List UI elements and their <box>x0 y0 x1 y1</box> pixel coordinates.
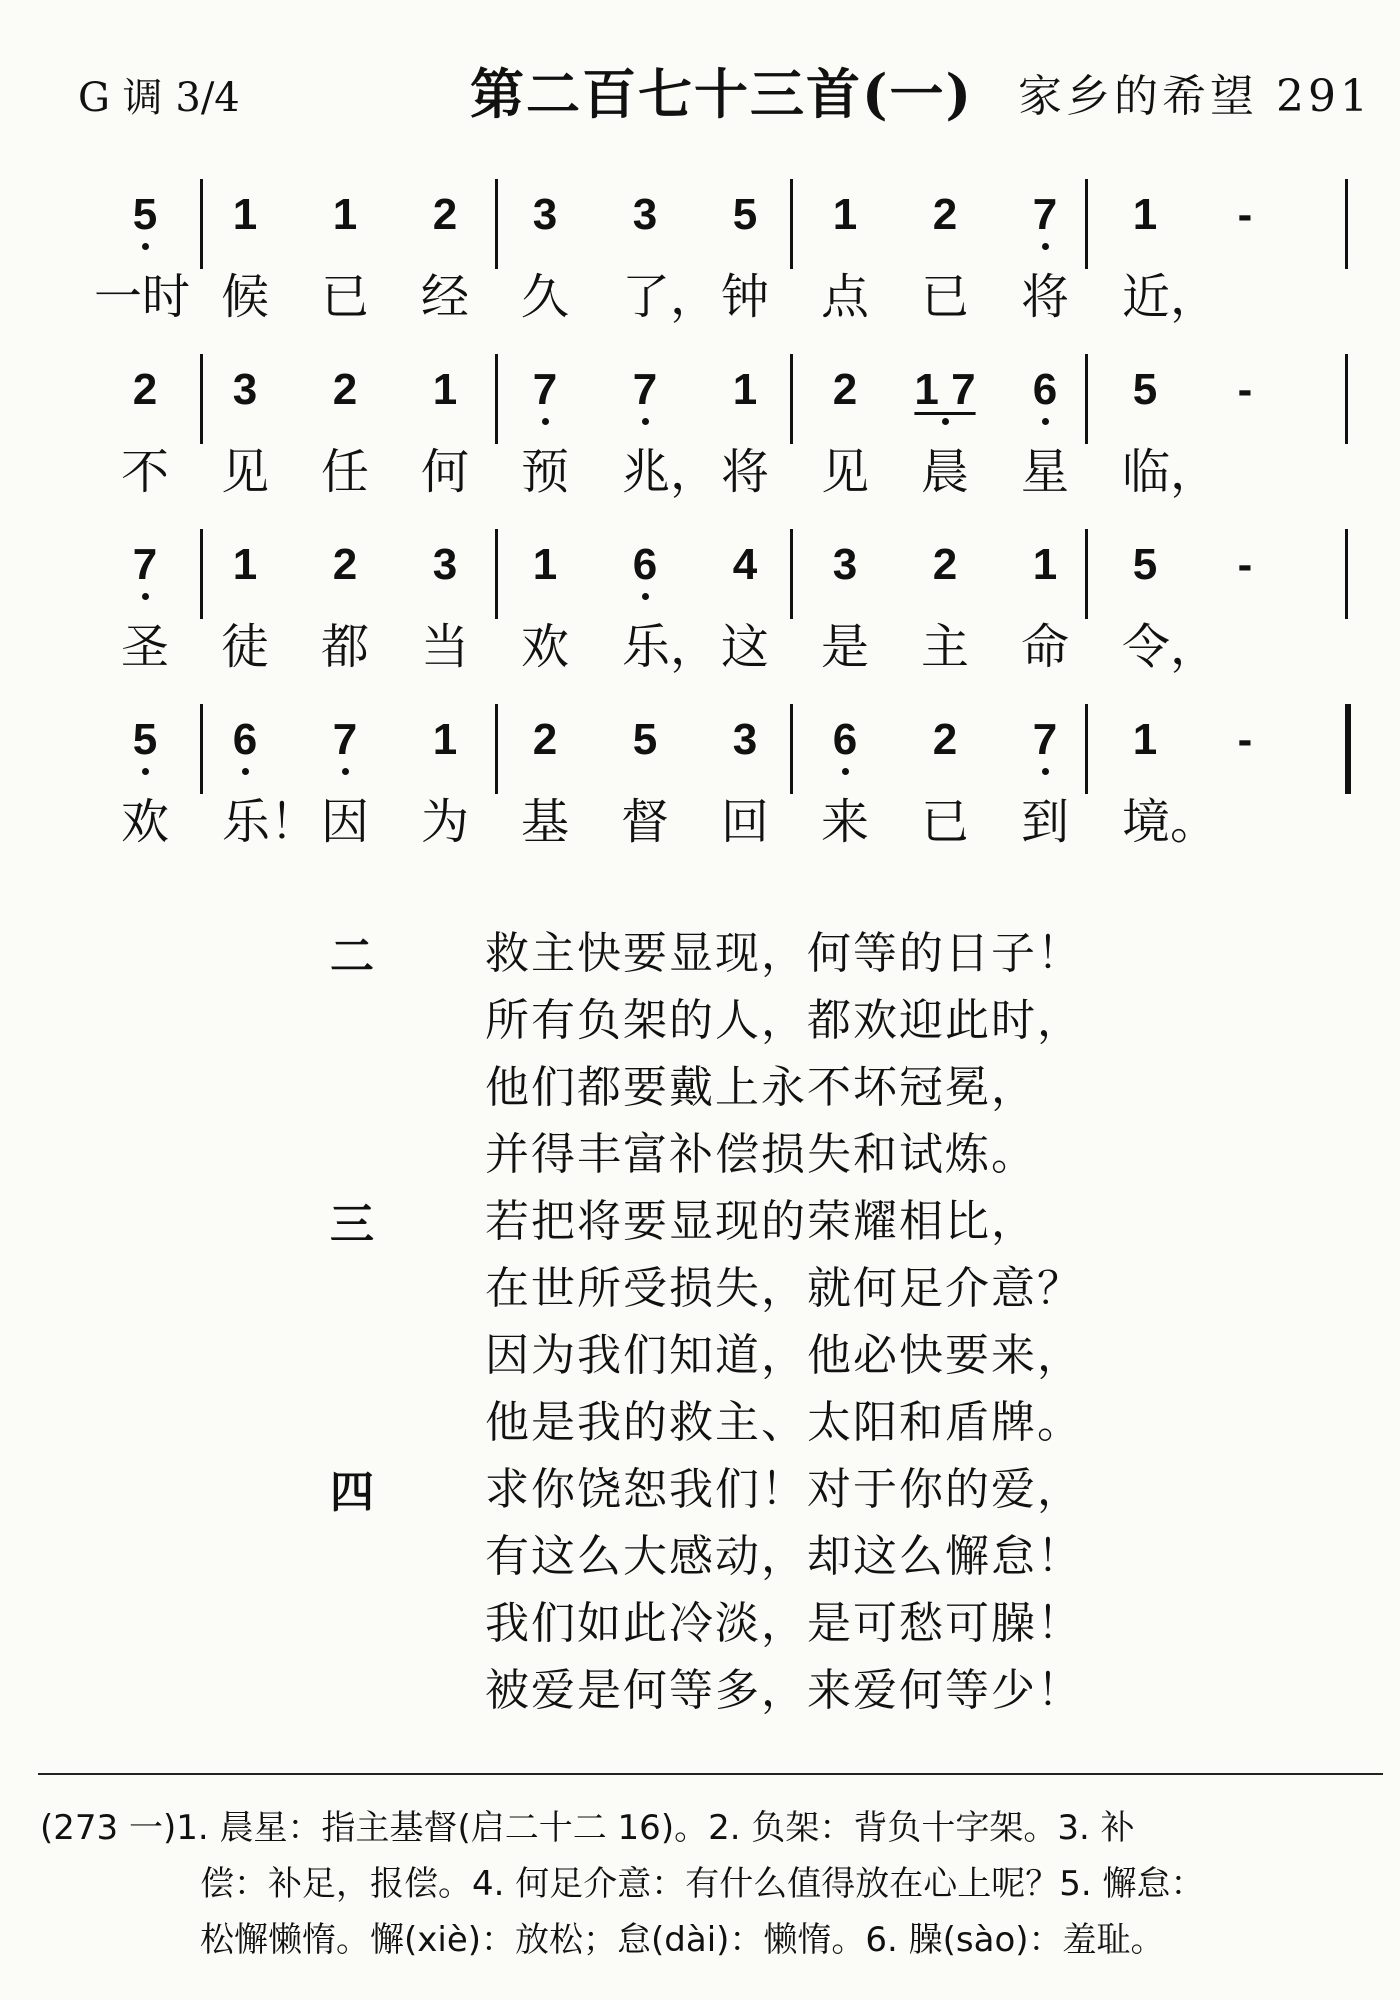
lyric: 经 <box>420 269 469 325</box>
notes-row <box>90 710 1370 780</box>
note: 1 <box>1032 540 1058 589</box>
key-signature: G 调 3/4 <box>78 75 240 121</box>
lyric: 了， <box>622 269 719 325</box>
score-system <box>90 535 1370 710</box>
note: 2 <box>832 365 858 414</box>
lyric: 将 <box>1020 269 1069 325</box>
music-score <box>90 185 1370 885</box>
lyric: 将 <box>720 444 769 500</box>
lyric: 当 <box>420 619 469 675</box>
lyric: 临， <box>1122 444 1219 500</box>
note: 1 7 <box>890 360 1000 425</box>
lyric: 近， <box>1122 269 1219 325</box>
lyric: 督 <box>620 794 669 850</box>
note: 2 <box>332 540 358 589</box>
verse-line: 他们都要戴上永不坏冠冕， <box>485 1062 1037 1113</box>
lyric: 令， <box>1122 619 1219 675</box>
note: 1 <box>232 540 258 589</box>
lyric: 乐！ <box>222 794 319 850</box>
note: 5 <box>100 710 190 775</box>
lyric: 一时 <box>93 269 190 325</box>
note: 1 <box>832 190 858 239</box>
note: - <box>1237 715 1253 764</box>
note: 1 <box>332 190 358 239</box>
note: 6 <box>600 535 690 600</box>
lyric: 回 <box>720 794 769 850</box>
note: - <box>1237 190 1253 239</box>
verse-line: 所有负架的人，都欢迎此时， <box>485 995 1083 1046</box>
lyric: 不 <box>120 444 169 500</box>
hymn-title: 第二百七十三首(一) <box>470 62 974 126</box>
note: 7 <box>1000 710 1090 775</box>
page-header <box>0 48 1400 128</box>
note: 7 <box>1000 185 1090 250</box>
lyric: 境。 <box>1122 794 1219 850</box>
note: 1 <box>432 365 458 414</box>
footnote-line: (273 一)1. 晨星：指主基督(启二十二 16)。2. 负架：背负十字架。3. 补 <box>40 1808 1135 1848</box>
lyric: 欢 <box>520 619 569 675</box>
note: 3 <box>232 365 258 414</box>
verse <box>330 1456 1230 1724</box>
note: 1 <box>232 190 258 239</box>
verse-number: 四 <box>330 1467 374 1518</box>
note: - <box>1237 540 1253 589</box>
note: 3 <box>432 540 458 589</box>
note: 6 <box>1000 360 1090 425</box>
verse-number: 二 <box>330 931 374 982</box>
lyric: 是 <box>820 619 869 675</box>
lyric: 到 <box>1020 794 1069 850</box>
note: 3 <box>632 190 658 239</box>
verse-line: 在世所受损失，就何足介意？ <box>485 1263 1083 1314</box>
lyric: 候 <box>220 269 269 325</box>
note: 1 <box>1132 190 1158 239</box>
lyrics-row <box>90 790 1370 860</box>
note: 7 <box>500 360 590 425</box>
lyric: 见 <box>220 444 269 500</box>
note: 3 <box>832 540 858 589</box>
note: 5 <box>100 185 190 250</box>
verse-line: 他是我的救主、太阳和盾牌。 <box>485 1397 1083 1448</box>
lyric: 任 <box>320 444 369 500</box>
lyric: 何 <box>420 444 469 500</box>
verse <box>330 1188 1230 1456</box>
lyric: 已 <box>920 269 969 325</box>
lyric: 星 <box>1020 444 1069 500</box>
note: 1 <box>432 715 458 764</box>
lyric: 基 <box>520 794 569 850</box>
notes-row <box>90 185 1370 255</box>
note: 5 <box>632 715 658 764</box>
footnote-line: 松懈懒惰。懈(xiè)：放松；怠(dài)：懒惰。6. 臊(sào)：羞耻。 <box>200 1920 1165 1960</box>
note: 5 <box>1132 540 1158 589</box>
score-system <box>90 360 1370 535</box>
verse <box>330 920 1230 1188</box>
lyric: 久 <box>520 269 569 325</box>
hymn-subtitle: 家乡的希望 291 <box>1018 71 1372 122</box>
note: 5 <box>732 190 758 239</box>
note: 1 <box>532 540 558 589</box>
lyric: 命 <box>1020 619 1069 675</box>
lyrics-row <box>90 265 1370 335</box>
lyric: 徒 <box>220 619 269 675</box>
lyrics-row <box>90 615 1370 685</box>
note: 2 <box>932 715 958 764</box>
lyric: 钟 <box>720 269 769 325</box>
note: 2 <box>332 365 358 414</box>
lyric: 来 <box>820 794 869 850</box>
note: 6 <box>800 710 890 775</box>
lyric: 已 <box>320 269 369 325</box>
note: 7 <box>300 710 390 775</box>
note: 5 <box>1132 365 1158 414</box>
note: 1 <box>732 365 758 414</box>
footnote-line: 偿：补足，报偿。4. 何足介意：有什么值得放在心上呢？5. 懈怠： <box>200 1864 1205 1904</box>
verse-line: 因为我们知道，他必快要来， <box>485 1330 1083 1381</box>
verse-line: 有这么大感动，却这么懈怠！ <box>485 1531 1083 1582</box>
score-system <box>90 185 1370 360</box>
lyric: 因 <box>320 794 369 850</box>
verse-line: 我们如此冷淡，是可愁可臊！ <box>485 1598 1083 1649</box>
note: 7 <box>600 360 690 425</box>
lyric: 主 <box>920 619 969 675</box>
note: 2 <box>932 190 958 239</box>
note: 2 <box>932 540 958 589</box>
verse-number: 三 <box>330 1199 374 1250</box>
note: 3 <box>532 190 558 239</box>
lyrics-row <box>90 440 1370 510</box>
footnotes <box>40 1800 1380 1968</box>
note: - <box>1237 365 1253 414</box>
lyric: 点 <box>820 269 869 325</box>
lyric: 兆， <box>622 444 719 500</box>
note: 3 <box>732 715 758 764</box>
note: 2 <box>432 190 458 239</box>
verse-line: 救主快要显现，何等的日子！ <box>485 928 1083 979</box>
note: 7 <box>100 535 190 600</box>
note: 2 <box>132 365 158 414</box>
lyric: 都 <box>320 619 369 675</box>
verses <box>330 920 1230 1724</box>
lyric: 乐， <box>622 619 719 675</box>
lyric: 已 <box>920 794 969 850</box>
lyric: 见 <box>820 444 869 500</box>
notes-row <box>90 535 1370 605</box>
lyric: 欢 <box>120 794 169 850</box>
lyric: 圣 <box>120 619 169 675</box>
note: 1 <box>1132 715 1158 764</box>
lyric: 为 <box>420 794 469 850</box>
note: 6 <box>200 710 290 775</box>
score-system <box>90 710 1370 885</box>
verse-line: 被爱是何等多，来爱何等少！ <box>485 1665 1083 1716</box>
notes-row <box>90 360 1370 430</box>
verse-line: 求你饶恕我们！对于你的爱， <box>485 1464 1083 1515</box>
verse-line: 若把将要显现的荣耀相比， <box>485 1196 1037 1247</box>
divider <box>38 1773 1383 1775</box>
verse-line: 并得丰富补偿损失和试炼。 <box>485 1129 1037 1180</box>
note: 2 <box>532 715 558 764</box>
lyric: 这 <box>720 619 769 675</box>
note: 4 <box>732 540 758 589</box>
lyric: 晨 <box>920 444 969 500</box>
lyric: 预 <box>520 444 569 500</box>
